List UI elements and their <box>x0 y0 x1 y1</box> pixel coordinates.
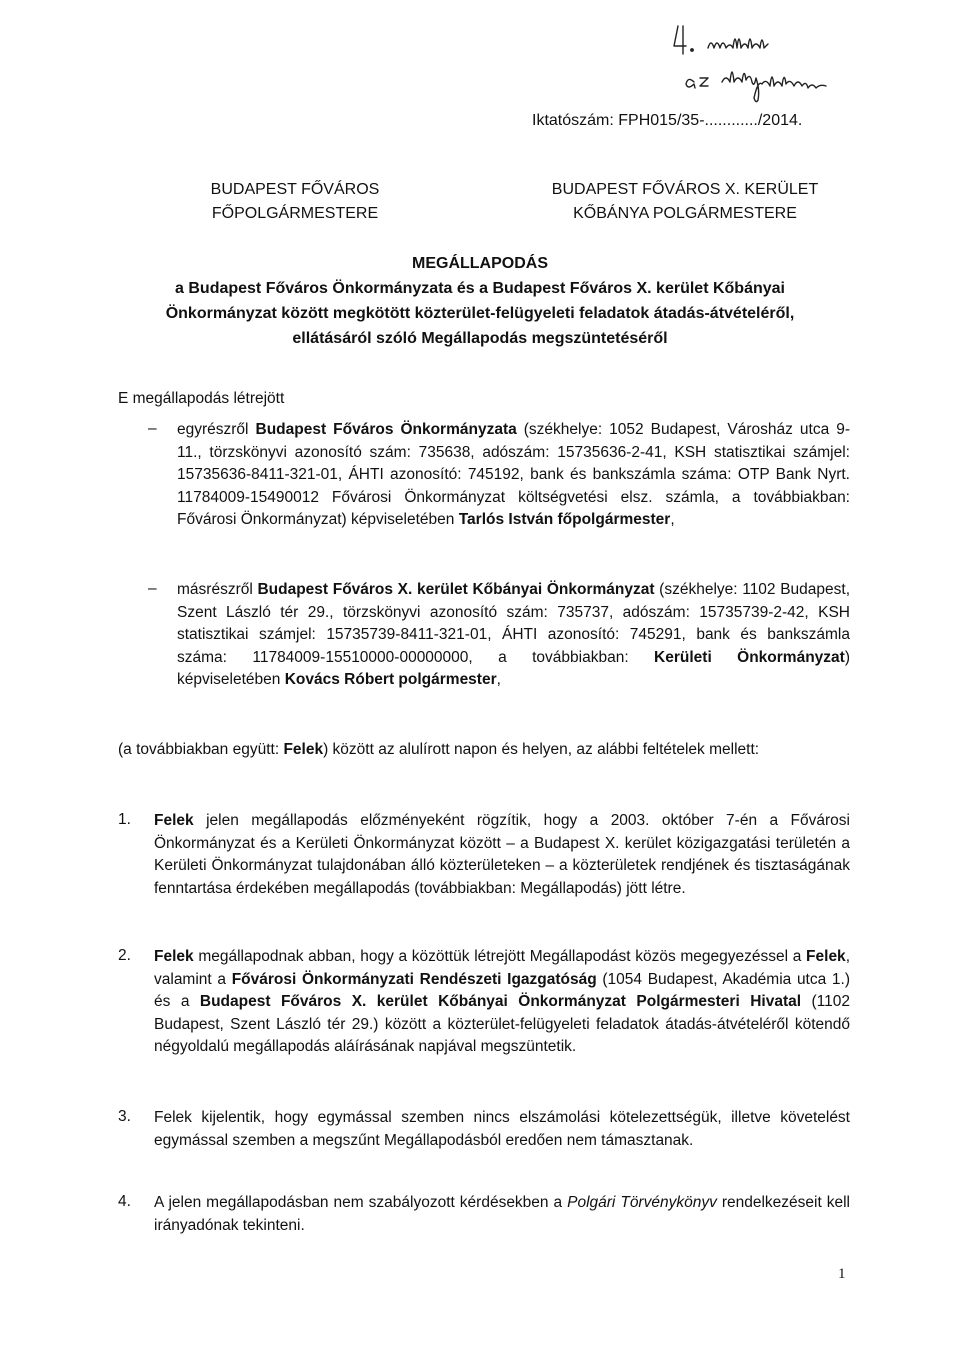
clause-1-text: Felek jelen megállapodás előzményeként rögzítik, hogy a 2003. október 7-én a Fővárosi Önkormányzat és a Kerületi Önkormányzat között – a Budapest X. kerület közigazgatási területén a Kerületi Önkormányzat tulajdonában álló közterületeken – a közterületek rendjének és tisztaságának fenntartása érdekében megállapodás (továbbiakban: Megállapodás) jött létre. <box>154 812 850 897</box>
clause-number: 4. <box>118 1193 131 1210</box>
party-first-text: egyrészről Budapest Főváros Önkormányzata (székhelye: 1052 Budapest, Városház utca 9-11., törzskönyvi azonosító szám: 735638, adószám: 15735636-2-41, KSH statisztikai számjel: 15735636-8411-321-01, ÁHTI azonosító: 745192, bank és bankszámla száma: OTP Bank Nyrt. 11784009-15490012 Fővárosi Önkormányzat költségvetési elsz. számla, a továbbiakban: Fővárosi Önkormányzat) képviseletében Tarlós István főpolgármester, <box>177 421 850 528</box>
page-number: 1 <box>838 1266 846 1282</box>
issuer-left-line2: FŐPOLGÁRMESTERE <box>211 205 379 222</box>
issuer-right <box>520 178 850 226</box>
together-text: (a továbbiakban együtt: Felek) között az alulírott napon és helyen, az alábbi feltételek mellett: <box>118 741 760 758</box>
clause-2-text: Felek megállapodnak abban, hogy a közöttük létrejött Megállapodást közös megegyezéssel a Felek, valamint a Fővárosi Önkormányzati Rendészeti Igazgatóság (1054 Budapest, Akadémia utca 1.) és a Budapest Főváros X. kerület Kőbányai Önkormányzat Polgármesteri Hivatal (1102 Budapest, Szent László tér 29.) között a közterület-felügyeleti feladatok átadás-átvételéről kötendő négyoldalú megállapodás aláírásának napjával megszüntetik. <box>154 948 851 1055</box>
registration-number: Iktatószám: FPH015/35-............/2014. <box>532 112 803 129</box>
list-dash: – <box>148 420 157 437</box>
clause-number: 2. <box>118 947 131 964</box>
issuer-right-line2: KŐBÁNYA POLGÁRMESTERE <box>573 205 797 222</box>
clause-number: 3. <box>118 1108 131 1125</box>
title-line-3: ellátásáról szóló Megállapodás megszüntetéséről <box>292 330 668 347</box>
issuer-right-line1: BUDAPEST FŐVÁROS X. KERÜLET <box>551 181 819 198</box>
list-dash: – <box>148 580 157 597</box>
document-title <box>100 251 860 351</box>
clause-number: 1. <box>118 811 131 828</box>
title-line-2: Önkormányzat között megkötött közterület-felügyeleti feladatok átadás-átvételéről, <box>165 305 795 322</box>
title-heading: MEGÁLLAPODÁS <box>412 255 548 272</box>
clause-4-text: A jelen megállapodásban nem szabályozott kérdésekben a Polgári Törvénykönyv rendelkezéseit kell irányadónak tekinteni. <box>154 1194 850 1234</box>
title-line-1: a Budapest Főváros Önkormányzata és a Budapest Főváros X. kerület Kőbányai <box>175 280 785 297</box>
issuer-left-line1: BUDAPEST FŐVÁROS <box>210 181 380 198</box>
clause-3-text: Felek kijelentik, hogy egymással szemben nincs elszámolási kötelezettségük, illetve követelést egymással szemben a megszűnt Megállapodásból eredően nem támasztanak. <box>154 1109 850 1149</box>
party-second-text: másrészről Budapest Főváros X. kerület Kőbányai Önkormányzat (székhelye: 1102 Budapest, Szent László tér 29., törzskönyvi azonosító szám: 735737, adószám: 15735739-2-42, KSH statisztikai számjel: 15735739-8411-321-01, ÁHTI azonosító: 745291, bank és bankszámla száma: 11784009-15510000-00000000, a továbbiakban: Kerületi Önkormányzat) képviseletében Kovács Róbert polgármester, <box>177 581 851 688</box>
issuer-left <box>190 178 400 226</box>
handwritten-annotation <box>670 20 880 110</box>
intro-text: E megállapodás létrejött <box>118 390 285 407</box>
